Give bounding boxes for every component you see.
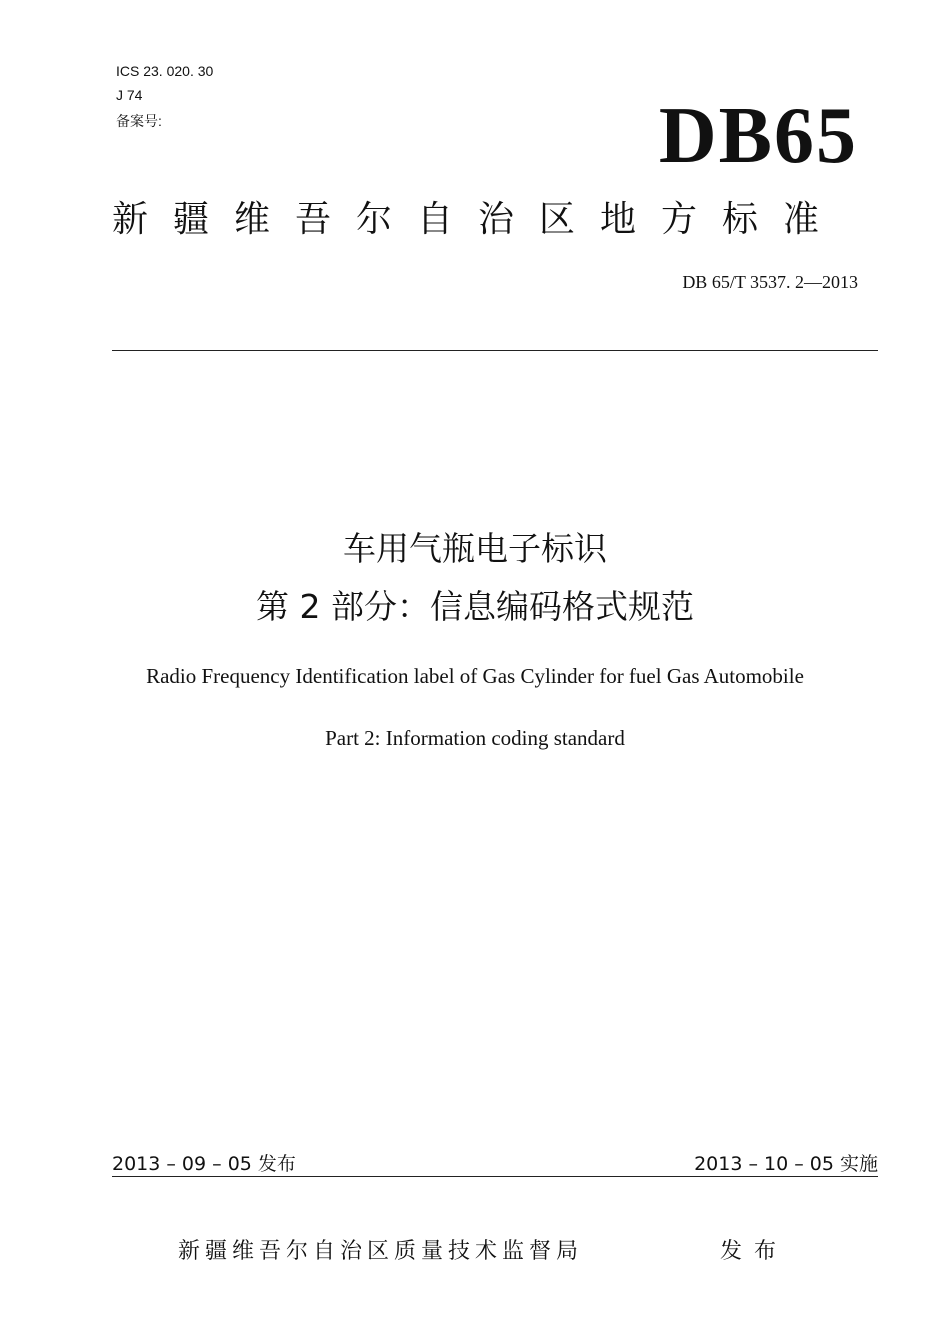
top-divider <box>112 350 878 351</box>
standard-code: DB 65/T 3537. 2—2013 <box>682 272 858 292</box>
ics-code: ICS 23. 020. 30 <box>116 63 214 79</box>
title-chinese-line1: 车用气瓶电子标识 <box>343 529 607 568</box>
standard-type-heading: 新疆维吾尔自治区地方标准 <box>112 199 845 240</box>
publish-date: 2013 – 09 – 05 发布 <box>112 1153 296 1175</box>
ccs-code: J 74 <box>116 87 143 103</box>
issuing-authority: 新疆维吾尔自治区质量技术监督局 <box>178 1239 584 1264</box>
bottom-divider <box>112 1176 878 1177</box>
title-chinese-line2: 第 2 部分：信息编码格式规范 <box>256 587 694 626</box>
implementation-date: 2013 – 10 – 05 实施 <box>694 1153 878 1175</box>
title-english-line1: Radio Frequency Identification label of Gas Cylinder for fuel Gas Automobile <box>146 664 804 688</box>
db65-logo: DB65 <box>658 92 858 180</box>
title-english-line2: Part 2: Information coding standard <box>325 726 625 750</box>
issue-label: 发布 <box>720 1239 789 1264</box>
record-number-label: 备案号: <box>116 113 162 129</box>
